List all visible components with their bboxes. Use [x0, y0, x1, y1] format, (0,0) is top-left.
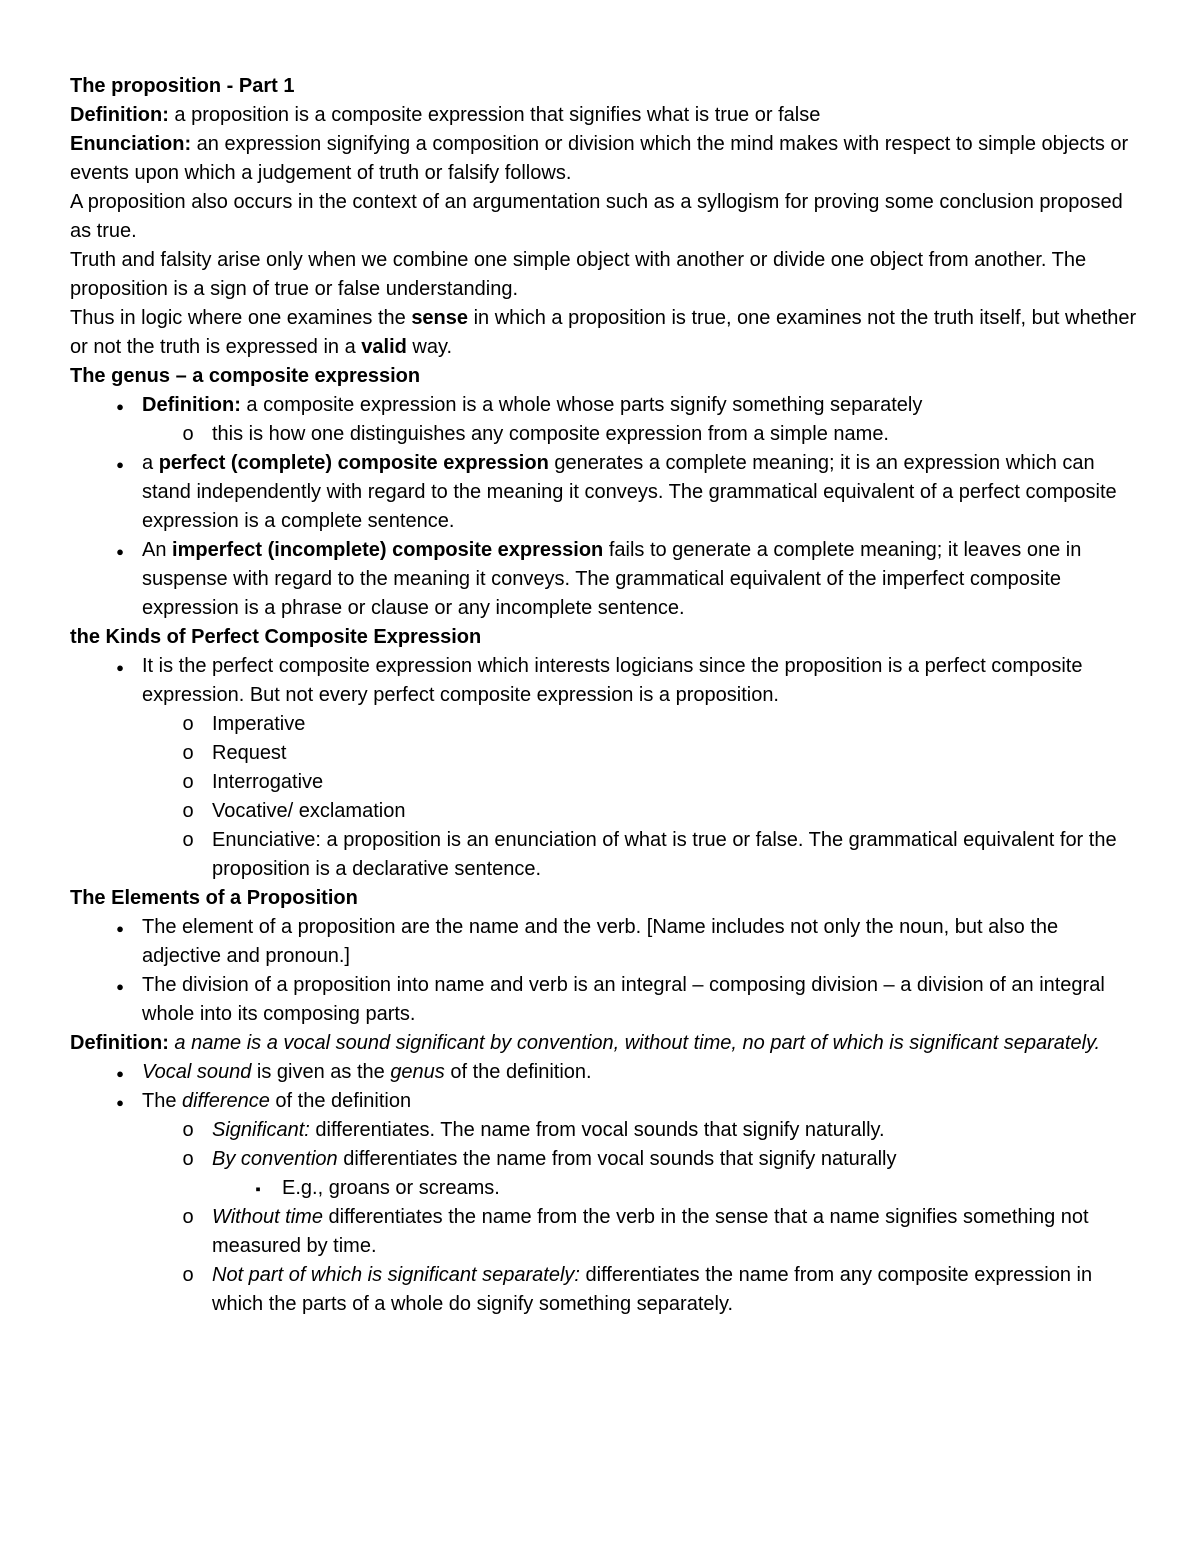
- kind-interrogative: Interrogative: [212, 771, 324, 793]
- name-definition-label: Definition:: [70, 1032, 169, 1054]
- significant-italic: Significant:: [212, 1119, 310, 1141]
- circle-bullet-icon: [176, 1145, 200, 1174]
- name-definition-list: [70, 1058, 1140, 1319]
- argumentation-paragraph: A proposition also occurs in the context of an argumentation such as a syllogism for proving some conclusion proposed as true.: [70, 191, 1123, 242]
- genus-definition-sub: this is how one distinguishes any composite expression from a simple name.: [212, 423, 889, 445]
- difference-italic: difference: [182, 1090, 270, 1112]
- elements-heading: The Elements of a Proposition: [70, 887, 358, 909]
- imperfect-term: imperfect (incomplete) composite expression: [172, 539, 604, 561]
- difference-text-c: of the definition: [269, 1090, 412, 1112]
- genus-italic: genus: [390, 1061, 445, 1083]
- genus-heading: The genus – a composite expression: [70, 365, 421, 387]
- genus-definition-label: Definition:: [142, 394, 241, 416]
- definition-text: a proposition is a composite expression that signifies what is true or false: [168, 104, 821, 126]
- list-item: [70, 971, 1140, 1029]
- imperfect-text-a: An: [142, 539, 173, 561]
- list-item: [70, 1145, 1140, 1174]
- circle-bullet-icon: [176, 797, 200, 826]
- kind-request: Request: [212, 742, 287, 764]
- list-item: [70, 1116, 1140, 1145]
- time-italic: Without time: [212, 1206, 323, 1228]
- circle-bullet-icon: [176, 1203, 200, 1232]
- elements-list: [70, 913, 1140, 1029]
- bullet-icon: [108, 449, 132, 479]
- list-item: [70, 536, 1140, 623]
- vocal-text-b: is given as the: [251, 1061, 391, 1083]
- bullet-icon: [108, 1087, 132, 1117]
- list-item: [70, 1087, 1140, 1116]
- truth-paragraph: Truth and falsity arise only when we combine one simple object with another or divide one object from another. The proposition is a sign of true or false understanding.: [70, 249, 1087, 300]
- logic-paragraph: [70, 304, 1140, 362]
- enunciation-paragraph: [70, 130, 1140, 188]
- definition-label: Definition:: [70, 104, 169, 126]
- kinds-heading: the Kinds of Perfect Composite Expression: [70, 626, 482, 648]
- bullet-icon: [108, 913, 132, 943]
- significant-text: differentiates. The name from vocal sounds that signify naturally.: [309, 1119, 885, 1141]
- list-item: [70, 739, 1140, 768]
- name-definition-paragraph: [70, 1029, 1140, 1058]
- bullet-icon: [108, 391, 132, 421]
- perfect-text-c: generates a complete meaning; it is an expression which can stand independently with regard to the meaning it conveys. The grammatical equivalent of a perfect composite expression is a complete sentence.: [142, 452, 1117, 532]
- perfect-text-a: a: [142, 452, 159, 474]
- circle-bullet-icon: [176, 826, 200, 855]
- element-item-name-verb: The element of a proposition are the name and the verb. [Name includes not only the noun, but also the adjective and pronoun.]: [142, 916, 1059, 967]
- element-item-division: The division of a proposition into name and verb is an integral – composing division – a division of an integral whole into its composing parts.: [142, 974, 1105, 1025]
- logic-valid-bold: valid: [361, 336, 407, 358]
- part-text: differentiates the name from any composite expression in which the parts of a whole do signify something separately.: [212, 1264, 1093, 1315]
- kind-enunciative: Enunciative: a proposition is an enunciation of what is true or false. The grammatical equivalent for the proposition is a declarative sentence.: [212, 829, 1117, 880]
- name-definition-text: a name is a vocal sound significant by convention, without time, no part of which is significant separately.: [168, 1032, 1101, 1054]
- time-text: differentiates the name from the verb in the sense that a name signifies something not measured by time.: [212, 1206, 1089, 1257]
- list-item: [70, 449, 1140, 536]
- imperfect-text-c: fails to generate a complete meaning; it leaves one in suspense with regard to the meaning it conveys. The grammatical equivalent of the imperfect composite expression is a phrase or clause or any incomplete sentence.: [142, 539, 1082, 619]
- example-text: E.g., groans or screams.: [282, 1177, 500, 1199]
- list-item: [70, 1174, 1140, 1203]
- list-item: [70, 826, 1140, 884]
- convention-italic: By convention: [212, 1148, 338, 1170]
- kinds-intro: It is the perfect composite expression which interests logicians since the proposition is a perfect composite expression. But not every perfect composite expression is a proposition.: [142, 655, 1083, 706]
- vocal-text-d: of the definition.: [444, 1061, 592, 1083]
- logic-text-e: way.: [406, 336, 453, 358]
- circle-bullet-icon: [176, 1116, 200, 1145]
- bullet-icon: [108, 652, 132, 682]
- logic-text-a: Thus in logic where one examines the: [70, 307, 412, 329]
- list-item: [70, 1261, 1140, 1319]
- list-item: [70, 913, 1140, 971]
- list-item: [70, 391, 1140, 420]
- list-item: [70, 1203, 1140, 1261]
- circle-bullet-icon: [176, 1261, 200, 1290]
- perfect-term: perfect (complete) composite expression: [158, 452, 549, 474]
- enunciation-text: an expression signifying a composition or division which the mind makes with respect to simple objects or events upon which a judgement of truth or falsify follows.: [70, 133, 1129, 184]
- circle-bullet-icon: [176, 420, 200, 449]
- kind-imperative: Imperative: [212, 713, 306, 735]
- kinds-list: [70, 652, 1140, 884]
- convention-text: differentiates the name from vocal sounds that signify naturally: [337, 1148, 897, 1170]
- bullet-icon: [108, 536, 132, 566]
- genus-definition-text: a composite expression is a whole whose parts signify something separately: [240, 394, 923, 416]
- logic-text-c: in which a proposition is true, one examines not the truth itself, but whether or not the truth is expressed in a: [70, 307, 1137, 358]
- list-item: [70, 797, 1140, 826]
- enunciation-label: Enunciation:: [70, 133, 192, 155]
- circle-bullet-icon: [176, 768, 200, 797]
- bullet-icon: [108, 971, 132, 1001]
- square-bullet-icon: [246, 1174, 270, 1204]
- genus-list: [70, 391, 1140, 623]
- kind-vocative: Vocative/ exclamation: [212, 800, 406, 822]
- vocal-sound-italic: Vocal sound: [142, 1061, 252, 1083]
- list-item: [70, 420, 1140, 449]
- document-title: The proposition - Part 1: [70, 75, 295, 97]
- logic-sense-bold: sense: [411, 307, 469, 329]
- list-item: [70, 652, 1140, 710]
- difference-text-a: The: [142, 1090, 183, 1112]
- list-item: [70, 768, 1140, 797]
- list-item: [70, 710, 1140, 739]
- list-item: [70, 1058, 1140, 1087]
- circle-bullet-icon: [176, 739, 200, 768]
- bullet-icon: [108, 1058, 132, 1088]
- definition-paragraph: [70, 101, 1140, 130]
- part-italic: Not part of which is significant separately:: [212, 1264, 580, 1286]
- circle-bullet-icon: [176, 710, 200, 739]
